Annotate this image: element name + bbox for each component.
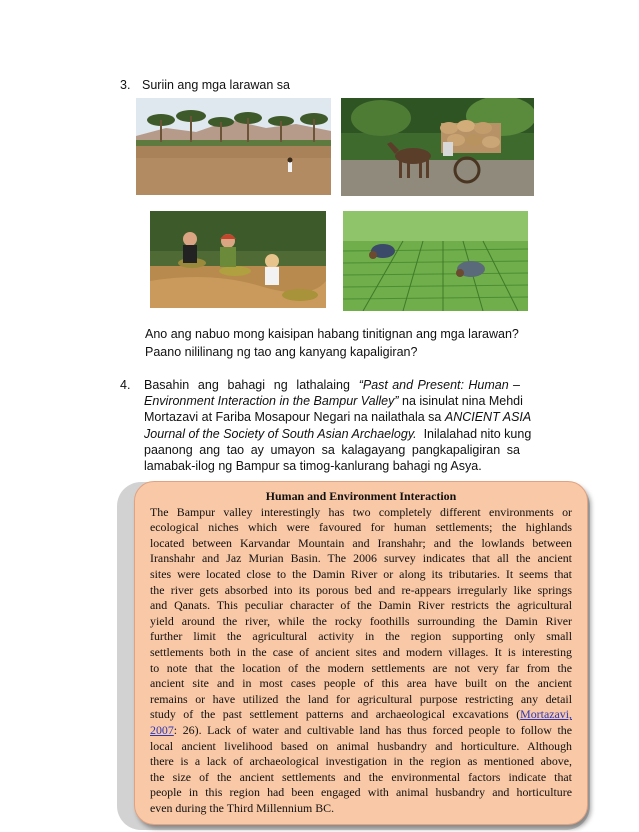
citation-year-link[interactable]: 2007	[150, 722, 174, 737]
card-line: sites were located close to the Damin River or along its tributaries. It seems that	[150, 566, 572, 581]
card-line: study of the past settlement patterns and archaeological excavations (Mortazavi,	[150, 707, 572, 722]
citation-link[interactable]: Mortazavi,	[520, 707, 572, 722]
reading-card-text	[150, 489, 572, 816]
card-line: even during the Third Millennium BC.	[150, 800, 335, 815]
item-3-number: 3.	[120, 78, 131, 92]
item-4-line: lamabak-ilog ng Bampur sa timog-kanlurang bahagi ng Asya.	[144, 459, 482, 474]
item-4-number: 4.	[120, 378, 131, 392]
card-line: ecological niches which were favoured for human settlements; the highlands	[150, 520, 572, 535]
card-line: and Qanats. This peculiar character of the Damin River restricts the agricultural	[150, 598, 572, 613]
item-4-line: paanong ang tao ay umayon sa kalagayang pangkapaligiran sa	[144, 442, 520, 457]
card-line: settlements both in the case of ancient sites and modern villages. It is interesting	[150, 644, 572, 659]
desert-palm-field-photo	[136, 98, 331, 195]
item-4-line: Journal of the Society of South Asian Archaelogy. Inilalahad nito kung	[144, 426, 532, 441]
donkey-cart-photo	[341, 98, 534, 196]
card-line: further limit the agricultural activity in the region supporting only small	[150, 629, 572, 644]
item-4-line: Basahin ang bahagi ng lathalaing “Past and Present: Human –	[144, 378, 520, 392]
river-gold-panning-photo	[150, 211, 326, 308]
card-line: Iranshahr and Jaz Murian Basin. The 2006 survey indicates that all the ancient	[150, 551, 572, 566]
rice-paddy-planting-photo	[343, 211, 528, 311]
card-line: located between Karvandar Mountain and Iranshahr; and the lowlands between	[150, 535, 572, 550]
card-line: yield around the river, while the rocky foothills surrounding the Damin River	[150, 613, 572, 628]
card-line: 2007: 26). Lack of water and cultivable land has thus forced people to follow the	[150, 722, 572, 737]
card-line: the river gets absorbed into its porous bed and re-appears irregularly like springs	[150, 582, 572, 597]
item-3-text: Suriin ang mga larawan sa	[142, 78, 290, 92]
card-line: ancient site and in most cases people of this area have built on the ancient	[150, 676, 572, 691]
item-3	[120, 78, 290, 92]
item-4	[120, 377, 532, 474]
card-line: people in this region had been engaged with animal husbandry and horticulture	[150, 785, 572, 800]
item-4-line: Environment Interaction in the Bampur Valley” na isinulat nina Mehdi	[144, 394, 523, 409]
item-4-line: Mortazavi at Fariba Mosapour Negari na nailathala sa ANCIENT ASIA	[144, 410, 532, 425]
card-line: local ancient livelihood based on animal husbandry and horticulture. Although	[150, 738, 572, 753]
card-line: The Bampur valley interestingly has two completely different environments or	[150, 504, 572, 519]
card-line: remains or have utilized the land for agricultural purpose restricting any detail	[150, 691, 572, 706]
question-2: Paano nililinang ng tao ang kanyang kapaligiran?	[145, 345, 418, 359]
card-title: Human and Environment Interaction	[265, 489, 457, 503]
card-line: the size of the ancient settlements and the environmental factors indicate that	[150, 769, 572, 784]
card-line: there is a lack of archaeological investigation in the region as mentioned above,	[150, 754, 572, 769]
card-line: to note that the location of the modern settlements are not very far from the	[150, 660, 572, 675]
question-1: Ano ang nabuo mong kaisipan habang tinitignan ang mga larawan?	[145, 327, 519, 341]
